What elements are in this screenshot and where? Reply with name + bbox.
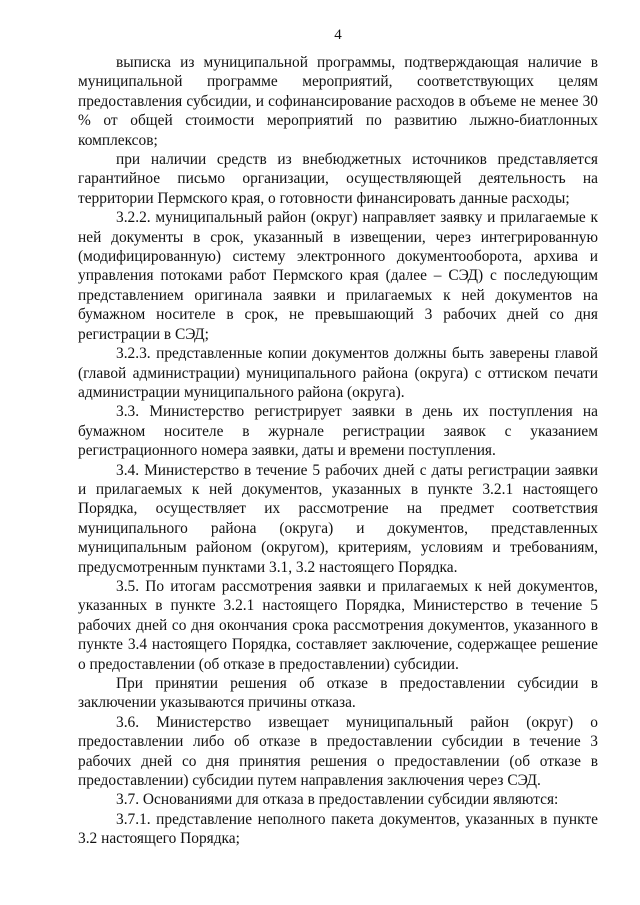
paragraph-3-4: 3.4. Министерство в течение 5 рабочих дней с даты регистрации заявки и прилагаемых к ней документов, указанных в пункте 3.2.1 настоящего Порядка, осуществляет их рассмотрение на предмет соответствия муниципального района (округа) и документов, представленных муниципальным районом (округом), критериям, условиям и требованиям, предусмотренным пунктами 3.1, 3.2 настоящего Порядка. [78, 461, 598, 576]
paragraph-3-2-3: 3.2.3. представленные копии документов должны быть заверены главой (главой администрации) муниципального района (округа) с оттиском печати администрации муниципального района (округа). [78, 345, 598, 401]
paragraph-3-6: 3.6. Министерство извещает муниципальный район (округ) о предоставлении либо об отказе в предоставлении субсидии в течение 3 рабочих дней со дня принятия решения о предоставлении (об отказе в предоставлении) субсидии путем направления заключения через СЭД. [78, 713, 598, 790]
paragraph-refusal-reasons: При принятии решения об отказе в предоставлении субсидии в заключении указываются причины отказа. [78, 675, 598, 712]
paragraph-3-2-2: 3.2.2. муниципальный район (округ) направляет заявку и прилагаемые к ней документы в срок, указанный в извещении, через интегрированную (модифицированную) систему электронного документооборота, архива и управления потоками работ Пермского края (далее – СЭД) с последующим представлением оригинала заявки и прилагаемых к ней документов на бумажном носителе в срок, не превышающий 3 рабочих дней со дня регистрации в СЭД; [78, 209, 598, 343]
page-number: 4 [334, 27, 342, 43]
paragraph-extract-program: выписка из муниципальной программы, подтверждающая наличие в муниципальной программе мероприятий, соответствующих целям предоставления субсидии, и софинансирование расходов в объеме не менее 30 % от общей стоимости мероприятий по развитию лыжно-биатлонных комплексов; [78, 54, 598, 149]
paragraph-3-3: 3.3. Министерство регистрирует заявки в день их поступления на бумажном носителе в журнале регистрации заявок с указанием регистрационного номера заявки, даты и времени поступления. [78, 403, 598, 460]
paragraph-3-7-1: 3.7.1. представление неполного пакета документов, указанных в пункте 3.2 настоящего Порядка; [78, 810, 598, 848]
document-page [78, 26, 598, 849]
paragraph-guarantee-letter: при наличии средств из внебюджетных источников представляется гарантийное письмо организации, осуществляющей деятельность на территории Пермского края, о готовности финансировать данные расходы; [78, 151, 598, 207]
paragraph-3-5: 3.5. По итогам рассмотрения заявки и прилагаемых к ней документов, указанных в пункте 3.2.1 настоящего Порядка, Министерство в течение 5 рабочих дней со дня окончания срока рассмотрения документов, указанного в пункте 3.4 настоящего Порядка, составляет заключение, содержащее решение о предоставлении (об отказе в предоставлении) субсидии. [78, 577, 598, 673]
paragraph-3-7: 3.7. Основаниями для отказа в предоставлении субсидии являются: [116, 791, 559, 809]
